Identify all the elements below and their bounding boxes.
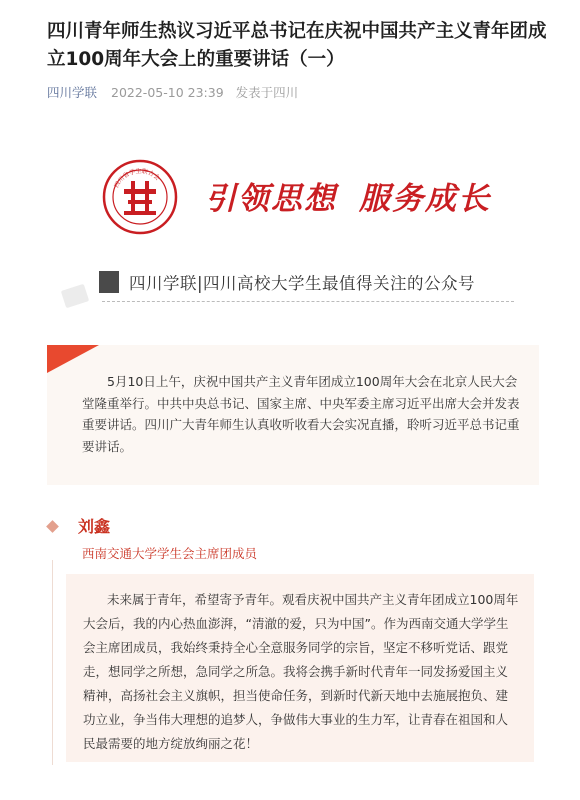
slogan-part-2: 服务成长 <box>359 181 491 217</box>
intro-section <box>47 345 539 485</box>
intro-paragraph: 5月10日上午，庆祝中国共产主义青年团成立100周年大会在北京人民大会堂隆重举行。中共中央总书记、国家主席、中央军委主席习近平出席大会并发表重要讲话。四川广大青年师生认真收听收看大会实况直播，聆听习近平总书记重要讲话。 <box>82 374 520 454</box>
student-union-logo-icon <box>102 159 178 235</box>
timeline-line <box>52 560 53 765</box>
banner-slogan <box>205 173 491 218</box>
publish-date: 2022-05-10 23:39 <box>111 85 224 100</box>
article-title: 四川青年师生热议习近平总书记在庆祝中国共产主义青年团成立100周年大会上的重要讲话（一） <box>47 21 547 70</box>
decorative-mark <box>61 284 89 309</box>
corner-accent-icon <box>47 345 99 373</box>
publish-location: 发表于四川 <box>235 85 299 100</box>
slogan-part-1: 引领思想 <box>205 181 337 217</box>
account-tagline <box>99 269 514 295</box>
dashed-divider <box>102 301 514 303</box>
quote-paragraph: 未来属于青年，希望寄予青年。观看庆祝中国共产主义青年团成立100周年大会后，我的内心热血澎湃，“清澈的爱，只为中国”。作为西南交通大学学生会主席团成员，我始终秉持全心全意服务同学的宗旨，坚定不移听党话、跟党走，想同学之所想，急同学之所急。我将会携手新时代青年一同发扬爱国主义精神，高扬社会主义旗帜，担当使命任务，到新时代新天地中去施展抱负、建功立业，争当伟大理想的追梦人，争做伟大事业的生力军，让青春在祖国和人民最需要的地方绽放绚丽之花！ <box>83 592 519 751</box>
speaker-name: 刘鑫 <box>78 517 111 536</box>
square-icon <box>99 271 119 293</box>
quote-section <box>66 574 534 762</box>
diamond-bullet-icon <box>46 520 59 533</box>
article-meta <box>47 83 298 101</box>
author-link[interactable]: 四川学联 <box>47 85 98 100</box>
account-tagline-text: 四川学联|四川高校大学生最值得关注的公众号 <box>129 274 476 293</box>
logo-text: 四川省学生联合会 <box>113 167 161 190</box>
speaker-role: 西南交通大学学生会主席团成员 <box>82 546 258 561</box>
header-banner <box>47 125 537 315</box>
